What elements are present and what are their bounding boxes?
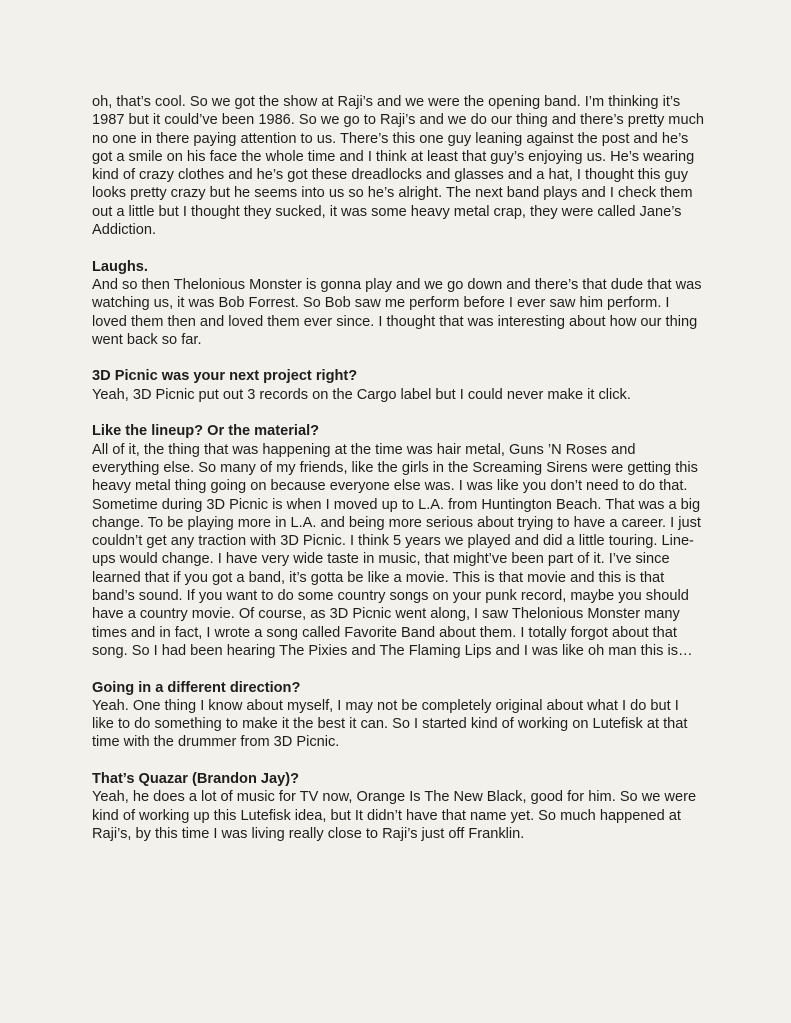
qa-block-3d-picnic [92, 367, 704, 404]
interview-page [92, 93, 704, 861]
qa-block-direction [92, 679, 704, 752]
qa-block-lineup [92, 422, 704, 660]
question-text: That’s Quazar (Brandon Jay)? [92, 770, 300, 787]
answer-text: All of it, the thing that was happening at the time was hair metal, Guns ’N Roses and everything else. So many of my friends, like the girls in the Screaming Sirens were getting this heavy metal thing going on because everyone else was. I was like you don’t need to do that. Sometime during 3D Picnic is when I moved up to L.A. from Huntington Beach. That was a big change. To be playing more in L.A. and being more serious about trying to have a career. I just couldn’t get any traction with 3D Picnic. I think 5 years we played and did a little touring. Line-ups would change. I have very wide taste in music, that might’ve been part of it. I’ve since learned that if you got a band, it’s gotta be like a movie. This is that movie and this is that band’s sound. If you want to do some country songs on your punk record, maybe you should have a country movie. Of course, as 3D Picnic went along, I saw Thelonious Monster many times and in fact, I wrote a song called Favorite Band about them. I totally forgot about that song. So I had been hearing The Pixies and The Flaming Lips and I was like oh man this is… [92, 441, 701, 659]
answer-text: Yeah. One thing I know about myself, I may not be completely original about what I do but I like to do something to make it the best it can. So I started kind of working on Lutefisk at that time with the drummer from 3D Picnic. [92, 697, 688, 751]
question-text: Like the lineup? Or the material? [92, 423, 320, 440]
question-text: Going in a different direction? [92, 679, 301, 696]
question-text: 3D Picnic was your next project right? [92, 368, 358, 385]
qa-block-quazar [92, 770, 704, 843]
question-text: Laughs. [92, 258, 148, 275]
intro-paragraph: oh, that’s cool. So we got the show at Raji’s and we were the opening band. I’m thinking it’s 1987 but it could’ve been 1986. So we go to Raji’s and we do our thing and there’s pretty much no one in there paying attention to us. There’s this one guy leaning against the post and he’s got a smile on his face the whole time and I think at least that guy’s enjoying us. He’s wearing kind of crazy clothes and he’s got these dreadlocks and glasses and a hat, I thought this guy looks pretty crazy but he seems into us so he’s alright. The next band plays and I check them out a little but I thought they sucked, it was some heavy metal crap, they were called Jane’s Addiction. [92, 94, 704, 239]
answer-text: Yeah, 3D Picnic put out 3 records on the Cargo label but I could never make it click. [92, 386, 631, 403]
qa-block-laughs [92, 258, 704, 349]
answer-text: And so then Thelonious Monster is gonna play and we go down and there’s that dude that was watching us, it was Bob Forrest. So Bob saw me perform before I ever saw him perform. I loved them then and loved them ever since. I thought that was interesting about how our thing went back so far. [92, 276, 702, 348]
intro-paragraph-block [92, 93, 704, 239]
answer-text: Yeah, he does a lot of music for TV now, Orange Is The New Black, good for him. So we were kind of working up this Lutefisk idea, but It didn’t have that name yet. So much happened at Raji’s, by this time I was living really close to Raji’s just off Franklin. [92, 789, 697, 842]
